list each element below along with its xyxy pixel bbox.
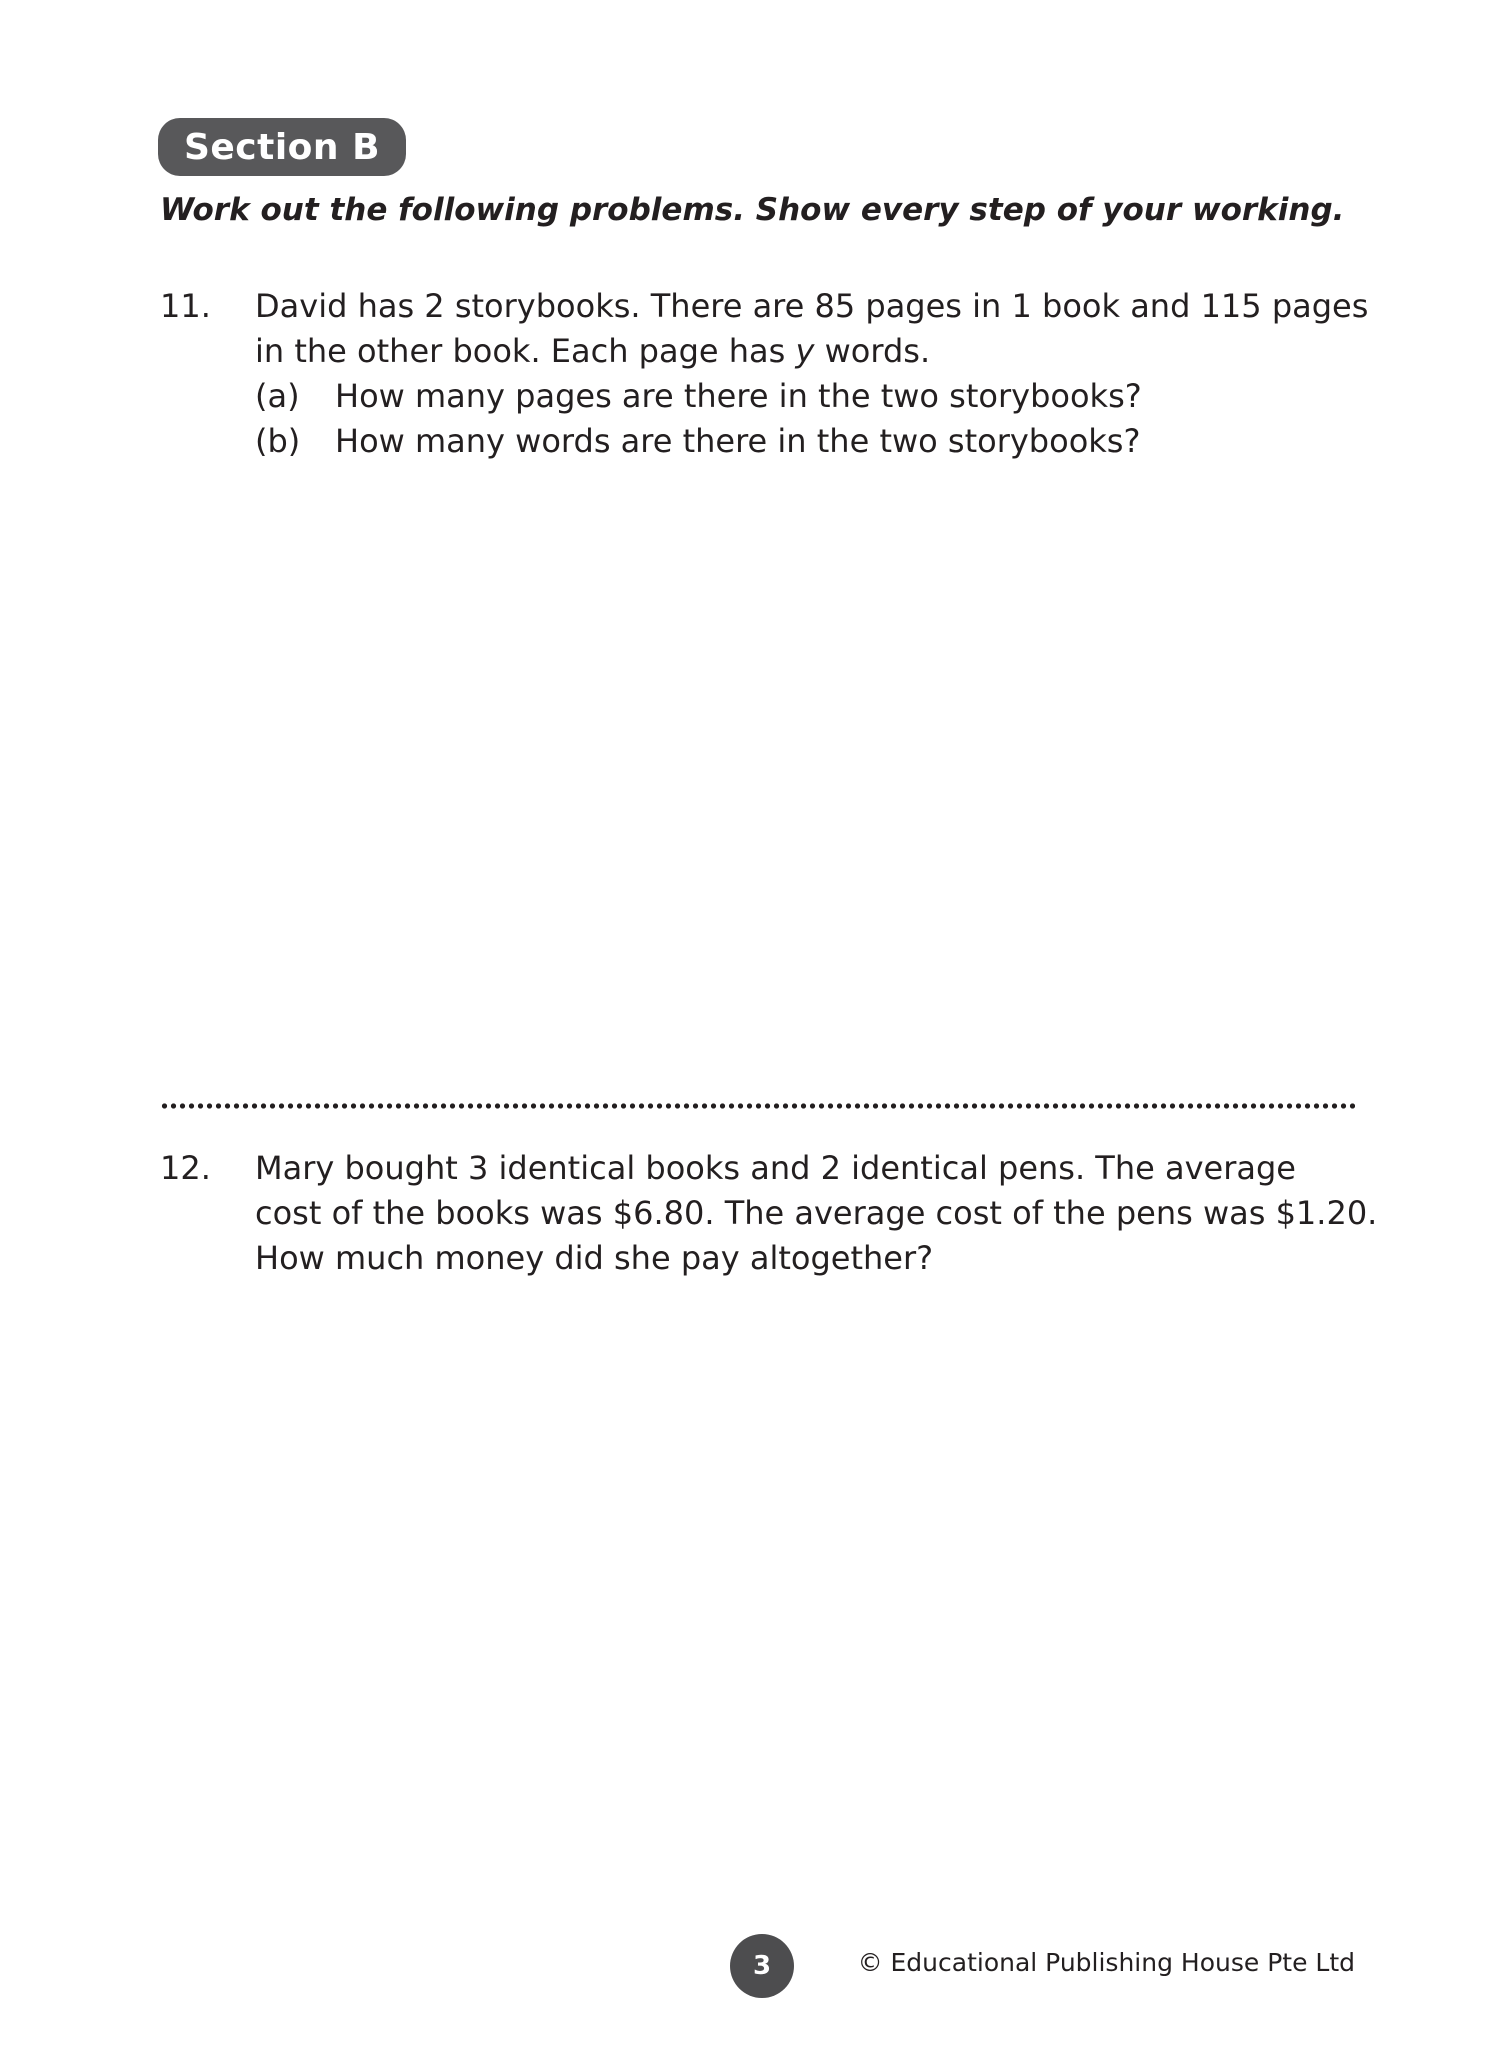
question-line: [255, 329, 1375, 374]
sub-question-b: [255, 419, 1375, 464]
variable-y: y: [795, 332, 815, 370]
sub-question-label: (b): [255, 422, 301, 460]
question-number: 11.: [160, 287, 211, 325]
sub-question-a: [255, 374, 1375, 419]
question-text: words.: [814, 332, 931, 370]
question-text: in the other book. Each page has: [255, 332, 796, 370]
section-label: Section B: [183, 126, 381, 168]
section-badge: [158, 118, 406, 176]
page-number-label: 3: [752, 1951, 772, 1981]
question-line: cost of the books was $6.80. The average cost of the pens was $1.20.: [255, 1194, 1378, 1232]
copyright-notice: © Educational Publishing House Pte Ltd: [857, 1948, 1355, 1977]
dotted-divider: [160, 1102, 1355, 1110]
question-line: Mary bought 3 identical books and 2 identical pens. The average: [255, 1149, 1296, 1187]
sub-question-text: How many words are there in the two storybooks?: [335, 422, 1141, 460]
sub-question-text: How many pages are there in the two storybooks?: [335, 377, 1142, 415]
question-line: David has 2 storybooks. There are 85 pages in 1 book and 115 pages: [255, 287, 1369, 325]
instructions: Work out the following problems. Show every step of your working.: [160, 192, 1345, 228]
page-number: [730, 1934, 794, 1998]
question-line: How much money did she pay altogether?: [255, 1239, 934, 1277]
question-body: [255, 284, 1375, 464]
sub-question-label: (a): [255, 377, 300, 415]
question-body: [255, 1146, 1378, 1281]
question-number: 12.: [160, 1149, 211, 1187]
